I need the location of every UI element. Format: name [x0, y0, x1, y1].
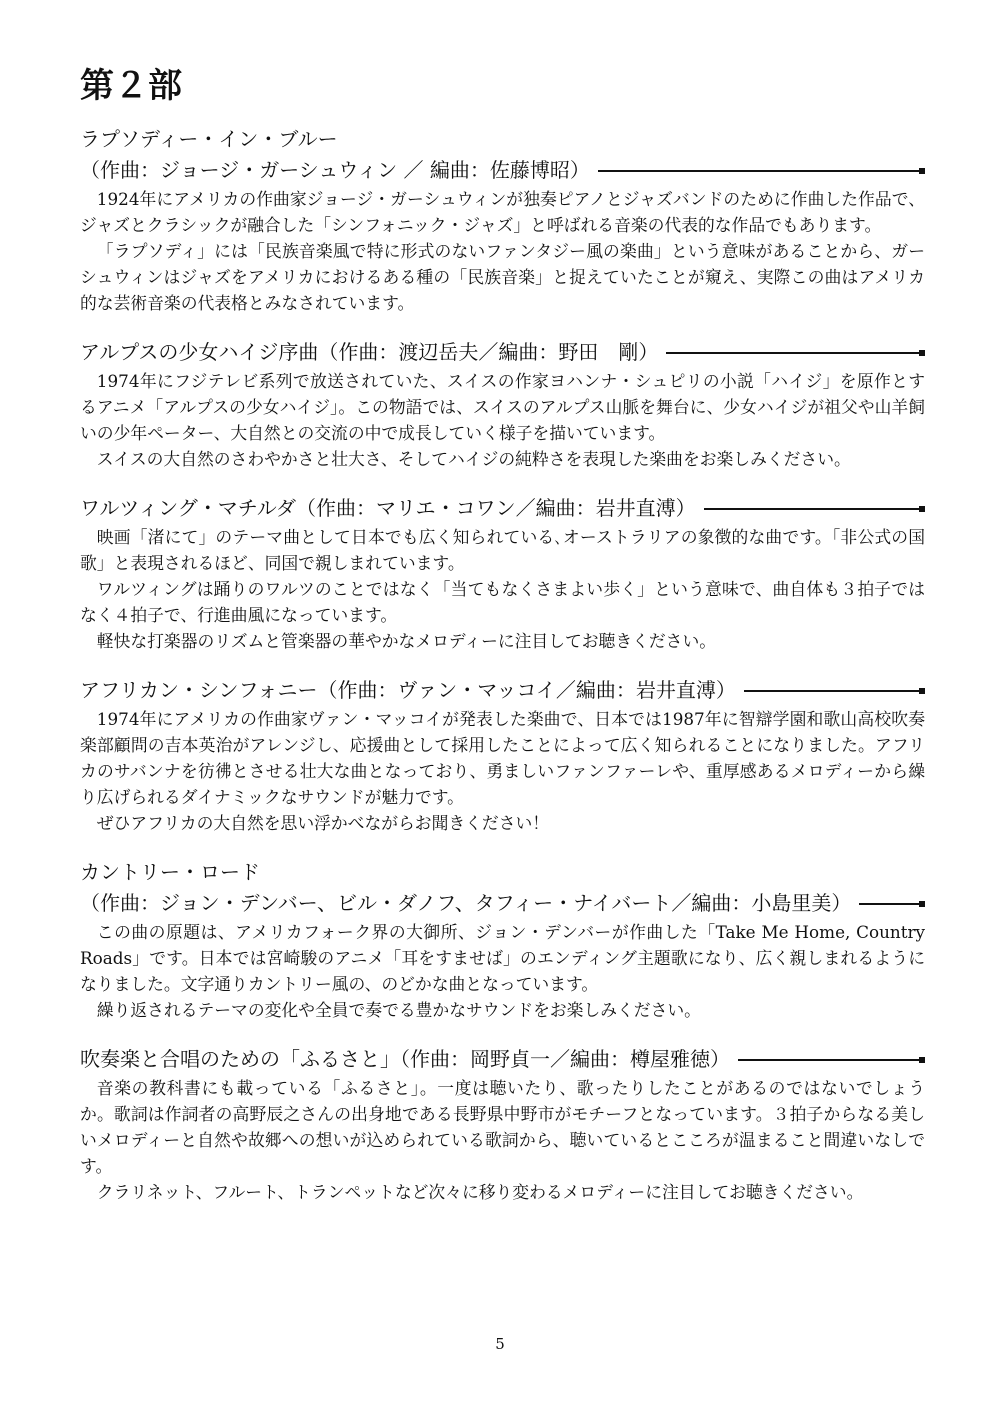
paragraph: 繰り返されるテーマの変化や全員で奏でる豊かなサウンドをお楽しみください。 [96, 1000, 701, 1020]
part-title: 第２部 [80, 66, 182, 106]
piece-title: ラプソディー・イン・ブルー [80, 127, 338, 151]
piece-title-line [80, 675, 925, 706]
piece-credits: （作曲：ジョージ・ガーシュウィン ／ 編曲：佐藤博昭） [80, 158, 590, 182]
heading-rule [744, 690, 925, 692]
paragraph: この曲の原題は、アメリカフォーク界の大御所、ジョン・デンバーが作曲した「Take Me Home, Country Roads」です。日本では宮崎駿のアニメ「耳をすませば」のエンディング主題歌になり、広く親しまれるようになりました。文字通りカントリー風の、のどかな曲となっています。 [80, 922, 925, 994]
piece-credits: （作曲：ジョン・デンバー、ビル・ダノフ、タフィー・ナイバート／編曲：小島里美） [80, 891, 852, 915]
paragraph: 1924年にアメリカの作曲家ジョージ・ガーシュウィンが独奏ピアノとジャズバンドのために作曲した作品で、ジャズとクラシックが融合した「シンフォニック・ジャズ」と呼ばれる音楽の代表的な作品でもあります。 [80, 189, 925, 235]
piece-heidi-overture [80, 337, 925, 472]
paragraph: 軽快な打楽器のリズムと管楽器の華やかなメロディーに注目してお聴きください。 [96, 631, 717, 651]
heading-rule [738, 1059, 925, 1061]
paragraph: ぜひアフリカの大自然を思い浮かべながらお聞きください！ [96, 813, 550, 833]
heading-rule [859, 903, 925, 905]
paragraph: 音楽の教科書にも載っている「ふるさと」。一度は聴いたり、歌ったりしたことがあるのではないでしょうか。歌詞は作詞者の高野辰之さんの出身地である長野県中野市がモチーフとなっています。３拍子からなる美しいメロディーと自然や故郷への想いが込められている歌詞から、聴いているとこころが温まること間違いなしです。 [80, 1078, 925, 1176]
piece-title: アフリカン・シンフォニー（作曲：ヴァン・マッコイ／編曲：岩井直溥） [80, 678, 736, 702]
heading-rule [666, 352, 925, 354]
piece-title: ワルツィング・マチルダ（作曲：マリエ・コワン／編曲：岩井直溥） [80, 496, 696, 520]
paragraph: 1974年にアメリカの作曲家ヴァン・マッコイが発表した楽曲で、日本では1987年に智辯学園和歌山高校吹奏楽部顧問の吉本英治がアレンジし、応援曲として採用したことによって広く知られることになりました。アフリカのサバンナを彷彿とさせる壮大な曲となっており、勇ましいファンファーレや、重厚感あるメロディーから繰り広げられるダイナミックなサウンドが魅力です。 [80, 709, 925, 807]
program-page [80, 58, 925, 1226]
piece-title: 吹奏楽と合唱のための「ふるさと」（作曲：岡野貞一／編曲：樽屋雅徳） [80, 1047, 730, 1071]
piece-title-line [80, 1044, 925, 1075]
piece-rhapsody-in-blue [80, 124, 925, 316]
heading-rule [704, 508, 925, 510]
paragraph: 「ラプソディ」には「民族音楽風で特に形式のないファンタジー風の楽曲」という意味があることから、ガーシュウィンはジャズをアメリカにおけるある種の「民族音楽」と捉えていたことが窺え、実際この曲はアメリカ的な芸術音楽の代表格とみなされています。 [80, 241, 925, 313]
piece-title-line [80, 493, 925, 524]
piece-country-road [80, 857, 925, 1023]
paragraph: スイスの大自然のさわやかさと壮大さ、そしてハイジの純粋さを表現した楽曲をお楽しみください。 [96, 449, 851, 469]
piece-title: アルプスの少女ハイジ序曲（作曲：渡辺岳夫／編曲：野田 剛） [80, 340, 659, 364]
page-number: 5 [495, 1335, 505, 1353]
piece-credits-line [80, 888, 925, 919]
heading-rule [598, 170, 925, 172]
piece-african-symphony [80, 675, 925, 836]
piece-credits-line [80, 155, 925, 186]
paragraph: 1974年にフジテレビ系列で放送されていた、スイスの作家ヨハンナ・シュピリの小説「ハイジ」を原作とするアニメ「アルプスの少女ハイジ」。この物語では、スイスのアルプス山脈を舞台に、少女ハイジが祖父や山羊飼いの少年ペーター、大自然との交流の中で成長していく様子を描いています。 [80, 371, 925, 443]
paragraph: ワルツィングは踊りのワルツのことではなく「当てもなくさまよい歩く」という意味で、曲自体も３拍子ではなく４拍子で、行進曲風になっています。 [80, 579, 925, 625]
piece-waltzing-matilda [80, 493, 925, 654]
piece-title-line [80, 337, 925, 368]
piece-furusato [80, 1044, 925, 1205]
piece-title: カントリー・ロード [80, 860, 260, 884]
paragraph: 映画「渚にて」のテーマ曲として日本でも広く知られている､オーストラリアの象徴的な曲です。「非公式の国歌」と表現されるほど、同国で親しまれています。 [80, 527, 925, 573]
paragraph: クラリネット、フルート、トランペットなど次々に移り変わるメロディーに注目してお聴きください。 [96, 1182, 864, 1202]
